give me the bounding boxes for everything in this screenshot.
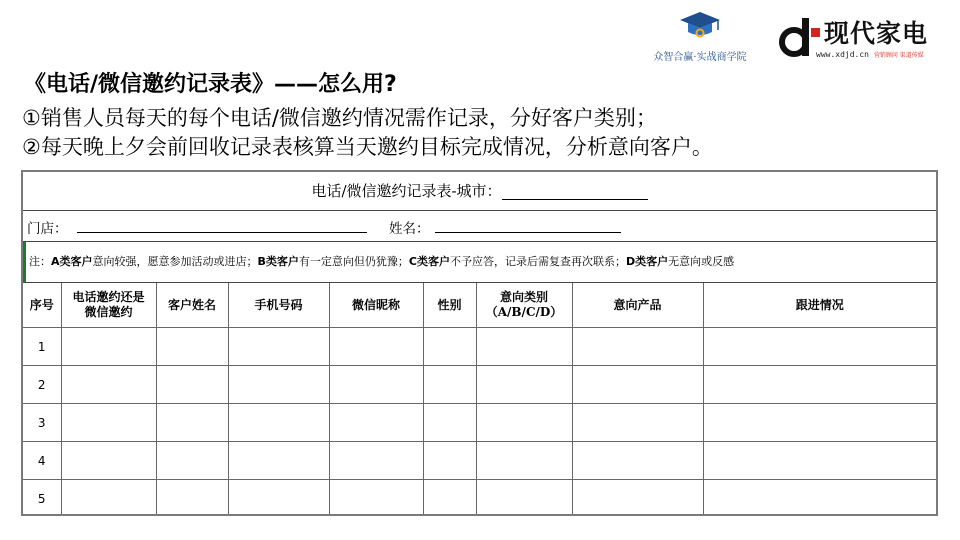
- column-header: 跟进情况: [703, 283, 936, 328]
- table-row: [23, 480, 936, 517]
- instruction-2: ②每天晚上夕会前回收记录表核算当天邀约目标完成情况，分析意向客户。: [22, 135, 713, 159]
- table-cell: [423, 442, 476, 480]
- table-cell: [329, 366, 423, 404]
- table-cell: [572, 404, 703, 442]
- name-label: 姓名：: [389, 221, 430, 237]
- column-header: [61, 283, 156, 328]
- table-cell: [156, 366, 228, 404]
- table-cell: [329, 404, 423, 442]
- table-cell: [703, 366, 936, 404]
- table-cell: [423, 328, 476, 366]
- table-cell: [703, 404, 936, 442]
- table-cell: [703, 480, 936, 517]
- table-cell: [423, 480, 476, 517]
- city-blank: [502, 185, 648, 200]
- table-cell: [329, 480, 423, 517]
- table-row: [23, 328, 936, 366]
- customer-type-note: 注：A类客户意向较强，愿意参加活动或进店；B类客户有一定意向但仍犹豫；C类客户不予应答，记录后需复查再次联系；D类客户无意向或反感: [23, 242, 936, 283]
- column-header-line: 微信邀约: [84, 305, 133, 319]
- table-header-row: [23, 283, 936, 328]
- row-number: 5: [23, 480, 61, 517]
- form-title: 电话/微信邀约记录表-城市：: [311, 182, 502, 200]
- column-header: 客户姓名: [156, 283, 228, 328]
- row-number: 4: [23, 442, 61, 480]
- table-cell: [61, 366, 156, 404]
- table-cell: [476, 328, 572, 366]
- row-number: 1: [23, 328, 61, 366]
- table-cell: [476, 366, 572, 404]
- form-header: [23, 172, 936, 211]
- graduation-cap-icon: [678, 10, 722, 40]
- table-cell: [228, 404, 329, 442]
- column-header-line: （A/B/C/D）: [485, 305, 563, 319]
- column-header: 微信昵称: [329, 283, 423, 328]
- instruction-1: ①销售人员每天的每个电话/微信邀约情况需作记录，分好客户类别；: [22, 106, 657, 130]
- table-cell: [156, 328, 228, 366]
- table-cell: [61, 328, 156, 366]
- record-table: [23, 283, 936, 516]
- brand-url: www.xdjd.cn 营销顾问 渠道传媒: [816, 50, 924, 59]
- brand-name: 现代家电: [824, 19, 929, 48]
- row-number: 2: [23, 366, 61, 404]
- table-cell: [423, 366, 476, 404]
- table-cell: [61, 404, 156, 442]
- table-cell: [228, 366, 329, 404]
- store-blank: [77, 232, 367, 233]
- column-header: 性别: [423, 283, 476, 328]
- store-label: 门店：: [27, 221, 68, 237]
- column-header: 手机号码: [228, 283, 329, 328]
- table-row: [23, 442, 936, 480]
- column-header: [476, 283, 572, 328]
- table-cell: [703, 442, 936, 480]
- table-cell: [228, 480, 329, 517]
- table-cell: [61, 480, 156, 517]
- column-header-line: 电话邀约还是: [72, 290, 145, 304]
- table-cell: [572, 442, 703, 480]
- table-cell: [156, 404, 228, 442]
- table-cell: [572, 480, 703, 517]
- table-cell: [572, 366, 703, 404]
- table-row: [23, 366, 936, 404]
- page-title: 《电话/微信邀约记录表》——怎么用?: [24, 72, 397, 97]
- column-header-line: 意向类别: [499, 290, 548, 304]
- table-cell: [156, 442, 228, 480]
- table-cell: [329, 442, 423, 480]
- table-cell: [703, 328, 936, 366]
- table-cell: [423, 404, 476, 442]
- invitation-record-form: [21, 170, 938, 516]
- table-cell: [476, 480, 572, 517]
- name-blank: [435, 232, 621, 233]
- table-row: [23, 404, 936, 442]
- table-cell: [61, 442, 156, 480]
- table-cell: [228, 442, 329, 480]
- store-row: [23, 211, 936, 242]
- table-cell: [329, 328, 423, 366]
- academy-logo: [640, 6, 760, 66]
- column-header: 意向产品: [572, 283, 703, 328]
- table-cell: [228, 328, 329, 366]
- brand-logo: [778, 12, 954, 64]
- table-cell: [572, 328, 703, 366]
- academy-name: 众智合赢·实战商学院: [653, 52, 747, 63]
- table-cell: [476, 404, 572, 442]
- table-cell: [156, 480, 228, 517]
- row-number: 3: [23, 404, 61, 442]
- column-header: 序号: [23, 283, 61, 328]
- brand-tags: 营销顾问 渠道传媒: [873, 52, 924, 59]
- table-cell: [476, 442, 572, 480]
